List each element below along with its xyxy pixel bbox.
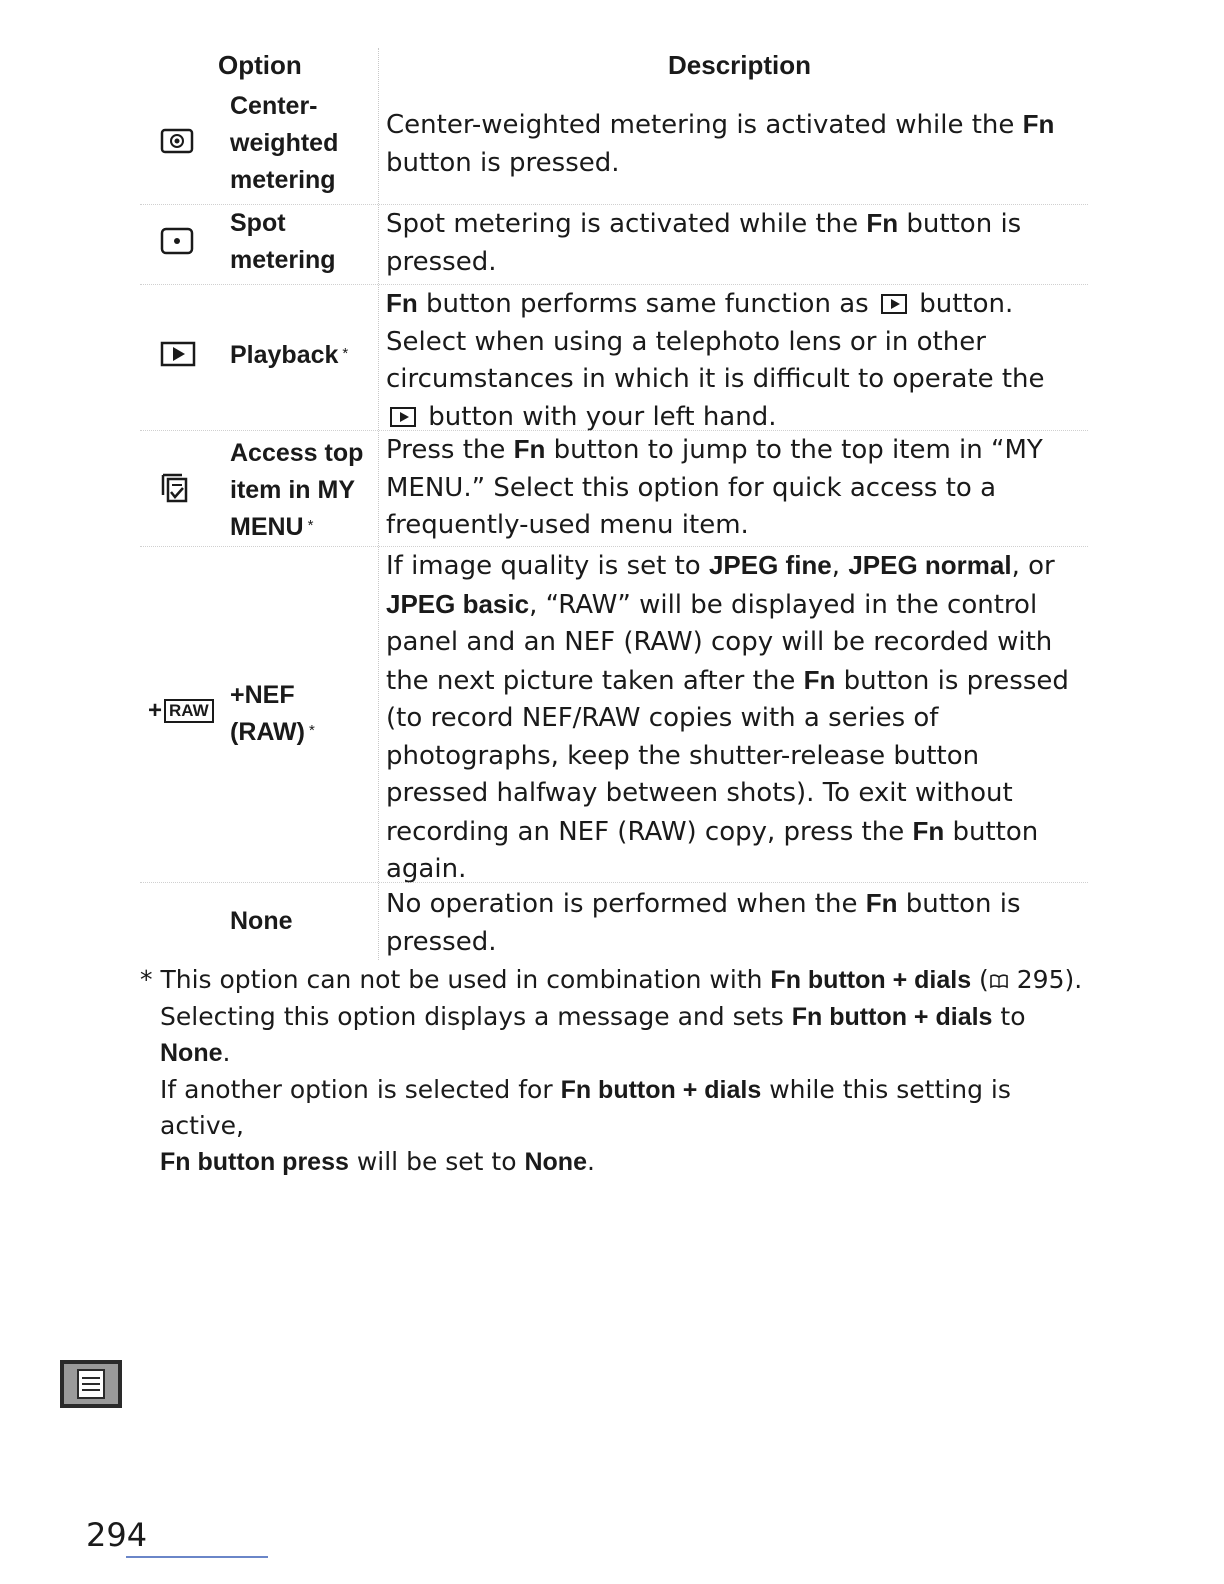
header-description: Description <box>668 50 812 80</box>
text-run: button is pressed. <box>386 889 1021 957</box>
my-menu-icon <box>160 471 190 505</box>
option-name-line <box>230 714 315 751</box>
bold-term: Fn <box>513 434 546 464</box>
table-row <box>140 546 1088 883</box>
option-name <box>230 88 338 199</box>
page-rule <box>126 1556 268 1558</box>
option-name <box>230 677 315 751</box>
table-row <box>140 430 1088 547</box>
text-run: button to jump to the top item in “MY MENU.” Select this option for quick access to a frequently-used menu item. <box>386 435 1043 540</box>
bold-term: Fn button + dials <box>770 966 972 994</box>
table-row <box>140 882 1088 961</box>
text-run: Press the <box>386 435 514 465</box>
option-text: Playback <box>230 341 339 369</box>
option-text: MENU <box>230 513 304 541</box>
playback-icon <box>881 294 907 314</box>
footnote-line <box>140 1072 1100 1144</box>
bold-term: Fn <box>865 888 898 918</box>
header-option: Option <box>218 50 302 80</box>
option-text: metering <box>230 166 336 194</box>
spot-metering-icon <box>160 227 194 255</box>
option-description <box>386 885 1086 961</box>
bold-term: Fn <box>912 815 945 846</box>
bold-term: Fn <box>1022 109 1055 139</box>
bold-term: Fn <box>803 664 836 695</box>
text-run: button. Select when using a telephoto lens or in other circumstances in which it is difficult to operate the <box>386 289 1045 394</box>
option-name-line <box>230 337 348 374</box>
option-name-line <box>230 435 363 472</box>
bold-term: None <box>524 1147 587 1176</box>
bold-term: JPEG basic <box>386 588 530 619</box>
text-run: If another option is selected for <box>160 1074 561 1104</box>
bold-term: Fn button press <box>160 1147 349 1176</box>
text-run: Selecting this option displays a message and sets <box>160 1001 792 1031</box>
text-run: . <box>222 1038 231 1067</box>
option-name <box>230 337 348 374</box>
option-description <box>386 285 1086 436</box>
footnote-marker: * <box>307 517 314 534</box>
option-text: weighted <box>230 129 339 157</box>
option-text: (RAW) <box>230 718 305 746</box>
option-name-line <box>230 677 315 714</box>
text-run: Center-weighted metering is activated while the <box>386 110 1023 140</box>
text-run: while this setting is active, <box>160 1074 1011 1140</box>
option-text: None <box>230 907 293 935</box>
text-run: button is pressed. <box>386 209 1022 277</box>
bold-term: JPEG fine <box>708 550 832 580</box>
bold-term: Fn <box>866 208 899 238</box>
option-text: Access top <box>230 439 364 467</box>
text-run: . <box>586 1146 595 1176</box>
footnote-line <box>140 962 1100 999</box>
option-text: Spot <box>230 209 286 237</box>
text-run: , <box>831 551 849 581</box>
option-name-line <box>230 903 293 940</box>
bold-term: Fn button + dials <box>791 1002 993 1031</box>
footnote-marker: * <box>308 722 315 739</box>
footnote-line <box>140 999 1100 1072</box>
option-name-line <box>230 205 336 242</box>
book-icon <box>989 965 1009 994</box>
footnote-line <box>140 1144 1100 1181</box>
text-run: to <box>992 1001 1026 1031</box>
option-description <box>386 205 1086 281</box>
text-run: , or <box>1011 551 1055 581</box>
text-run: button with your left hand. <box>420 401 777 432</box>
text-run: button performs same function as <box>417 289 877 319</box>
option-text: +NEF <box>230 681 295 709</box>
table-row <box>140 88 1088 204</box>
option-name-line <box>230 242 336 279</box>
table-row <box>140 204 1088 285</box>
option-name-line <box>230 162 338 199</box>
text-run: Spot metering is activated while the <box>386 209 867 239</box>
bold-term: Fn button + dials <box>560 1075 762 1104</box>
option-name <box>230 435 363 546</box>
center-weighted-metering-icon <box>160 128 194 154</box>
option-description <box>386 431 1086 545</box>
bold-term: JPEG normal <box>848 550 1012 580</box>
option-text: Center- <box>230 92 318 120</box>
text-run: button is pressed (to record NEF/RAW copies with a series of photographs, keep the shutter-release button pressed halfway between shots). To exit without recording an NEF (RAW) copy, press the <box>386 665 1069 847</box>
table-row <box>140 284 1088 431</box>
option-text: metering <box>230 246 336 274</box>
text-run: will be set to <box>348 1146 525 1176</box>
plus-raw-icon: + RAW <box>148 697 214 725</box>
text-run: No operation is performed when the <box>386 889 866 919</box>
bold-term: Fn <box>386 288 418 318</box>
menu-guide-icon <box>60 1360 122 1408</box>
option-description <box>386 547 1086 889</box>
text-run: button is pressed. <box>386 147 620 178</box>
option-text: item in MY <box>230 476 356 504</box>
playback-icon <box>160 341 196 367</box>
option-name-line <box>230 472 363 509</box>
text-run: button again. <box>386 816 1039 884</box>
footnote-marker: * <box>342 345 349 362</box>
page-number: 294 <box>86 1516 148 1554</box>
text-run: * This option can not be used in combination with <box>140 965 771 994</box>
option-name <box>230 903 293 940</box>
text-run: , “RAW” will be displayed in the control panel and an NEF (RAW) copy will be recorded with the next picture taken after the <box>386 589 1053 696</box>
option-name-line <box>230 125 338 162</box>
option-name-line <box>230 88 338 125</box>
bold-term: None <box>160 1039 223 1067</box>
footnote <box>140 962 1100 1180</box>
playback-icon <box>390 407 416 427</box>
option-name <box>230 205 336 279</box>
option-description <box>386 106 1086 182</box>
text-run: If image quality is set to <box>386 551 709 581</box>
text-run: ( <box>971 965 989 994</box>
option-name-line <box>230 509 363 546</box>
text-run: 295). <box>1008 965 1083 994</box>
